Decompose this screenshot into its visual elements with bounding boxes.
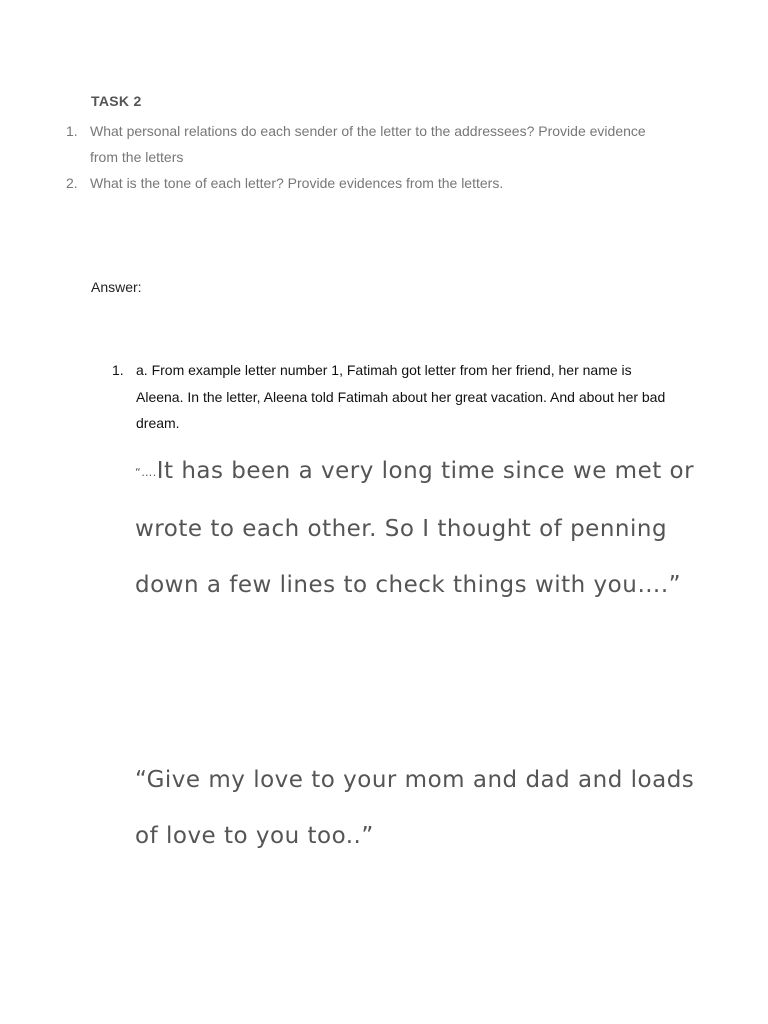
- letter-quote-1: [135, 443, 695, 613]
- answer-item: [112, 357, 672, 437]
- question-text: What is the tone of each letter? Provide evidences from the letters.: [90, 175, 504, 191]
- quote-1-text: It has been a very long time since we met or wrote to each other. So I thought of penning down a few lines to check things with you….”: [135, 458, 695, 598]
- question-number: 2.: [66, 175, 78, 191]
- question-item: [66, 170, 666, 196]
- task-title: TASK 2: [91, 93, 142, 109]
- answer-list: [112, 357, 672, 437]
- question-list: [66, 118, 666, 196]
- question-text: What personal relations do each sender of the letter to the addressees? Provide evidence from the letters: [90, 123, 646, 165]
- answer-number: 1.: [112, 362, 124, 378]
- question-number: 1.: [66, 123, 78, 139]
- quote-opening-ellipsis: “….: [135, 466, 157, 479]
- answer-label: Answer:: [91, 279, 142, 295]
- letter-quote-2: “Give my love to your mom and dad and loads of love to you too..”: [135, 767, 695, 849]
- question-item: [66, 118, 666, 170]
- answer-text: a. From example letter number 1, Fatimah got letter from her friend, her name is Aleena. In the letter, Aleena told Fatimah about her great vacation. And about her bad dream.: [136, 362, 666, 431]
